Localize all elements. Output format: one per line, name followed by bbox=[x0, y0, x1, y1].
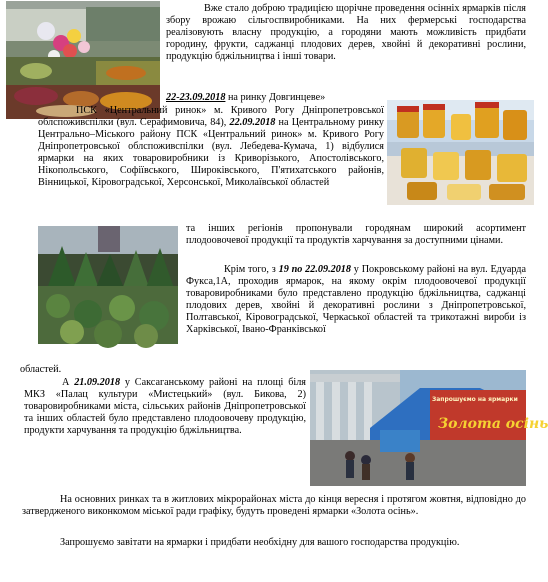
date-22-23: 22-23.09.2018 bbox=[166, 92, 226, 103]
golden-autumn-fair-photo bbox=[310, 370, 548, 486]
fair-produce-photo bbox=[6, 1, 160, 119]
dovhyntseve-paragraph-a: 22-23.09.2018 на ринку Довгинцеве» bbox=[166, 92, 326, 103]
pokrovskyi-paragraph-end: областей. bbox=[20, 364, 62, 375]
regions-offer-paragraph: та інших регіонів пропонували городянам широкий асортимент плодоовочевої продукції та продуктів харчування за доступними цінами. bbox=[186, 223, 526, 246]
schedule-paragraph: На основних ринках та в житлових мікрорайонах міста до кінця вересня і протягом жовтня, відповідно до затвердженого виконкомом міської ради графіку, будуть проведені ярмарки «Золота осінь». bbox=[22, 494, 526, 517]
pokrovskyi-paragraph: Крім того, з 19 по 22.09.2018 у Покровському районі на вул. Едуарда Фукса,1А, проходив ярмарок, на якому окрім плодоовочевої продукції товаровиробниками було представлено продукцію бджільництва, саджанці плодових дерев, хвойні й декоративні рослини з Дніпропетровської, Полтавської, Кіровоградської, Черкаської областей та трикотажні вироби із Харківської, Івано-Франківської bbox=[186, 264, 527, 335]
invitation-paragraph: Запрошуємо завітати на ярмарки і придбати необхідну для вашого господарства продукцію. bbox=[60, 537, 460, 548]
intro-paragraph: Вже стало доброю традицією щорічне проведення осінніх ярмарків після збору врожаю сільгоспвиробниками. На них фермерські господарства реалізовують власну продукцію, а городяни мають можливість придбати городину, фрукти, саджанці плодових дерев, хвойні й декоративні рослини, продукцію бджільництва і інші товари. bbox=[166, 3, 526, 62]
central-market-paragraph: ПСК «Центральний ринок» м. Кривого Рогу Дніпропетровської облспоживспілки (вул. Серафимовича, 84), 22.09.2018 на Центральному ринку Центрально–Міського району ПСК «Центральний ринок» м. Кривого Рогу Дніпропетровської облспоживспілки (вул. Лебедева-Кумача, 1) відбулися ярмарки на яких товаровиробники із Криворізького, Апостолівського, Нікопольського, Софіївського, Широківського, П'ятихатського районів, Вінницької, Кіровоградської, Херсонської, Миколаївської областей bbox=[38, 105, 385, 188]
saplings-photo bbox=[38, 226, 178, 344]
fair-banner-text: Запрошуємо на ярмарки bbox=[432, 396, 518, 403]
honey-jars-photo bbox=[387, 100, 534, 205]
saksahanskyi-paragraph: А 21.09.2018 у Саксаганському районі на площі біля МКЗ «Палац культури «Мистецький» (вул. Бикова, 2) товаровиробниками міста, сільських районів Дніпропетровської та інших областей було представлено плодоовочеву продукцію, продукти харчування та продукцію бджільництва. bbox=[24, 377, 306, 436]
date-19-22: 19 по 22.09.2018 bbox=[278, 264, 351, 275]
golden-autumn-sign: Золота осінь bbox=[438, 416, 548, 432]
date-21: 21.09.2018 bbox=[74, 377, 121, 388]
date-22: 22.09.2018 bbox=[229, 117, 276, 128]
